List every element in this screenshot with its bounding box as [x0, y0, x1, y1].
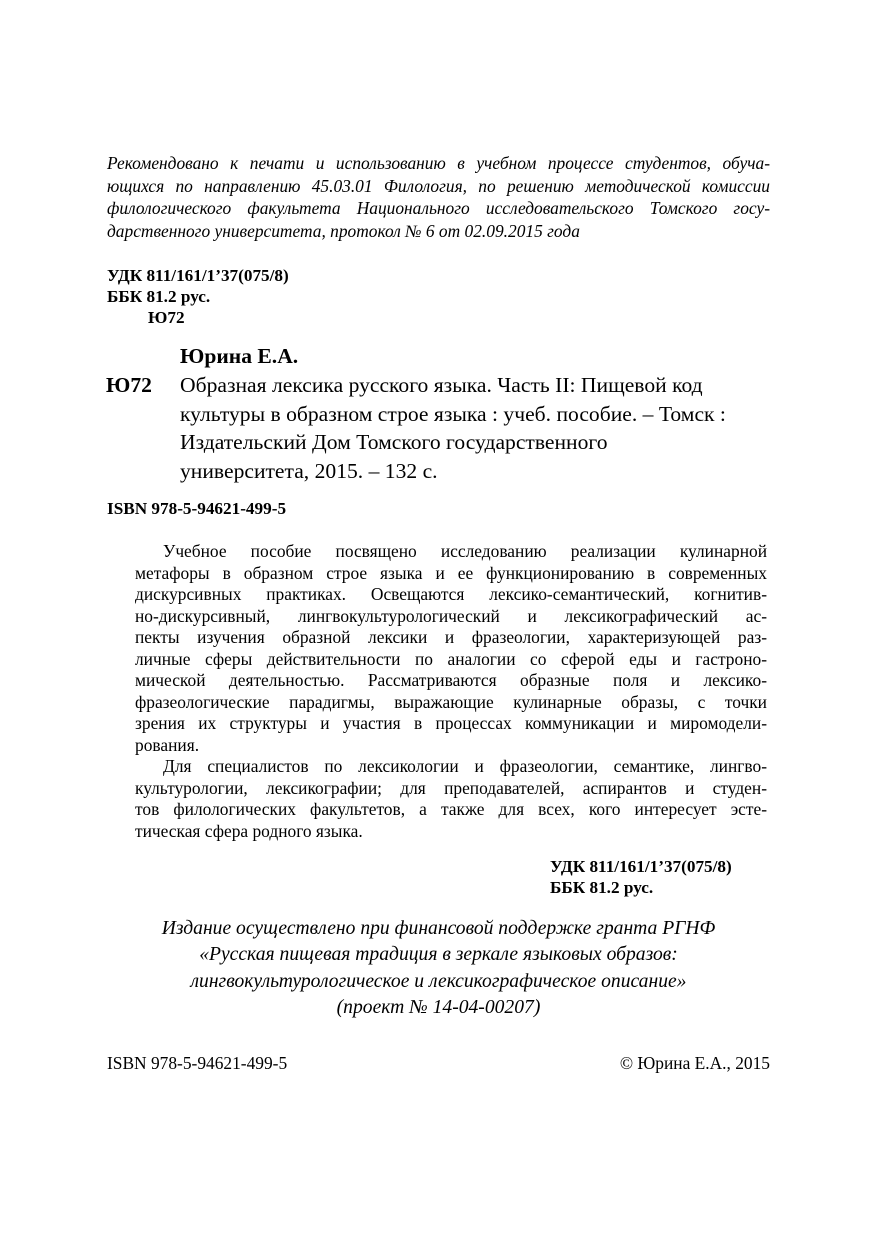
footer-isbn: ISBN 978-5-94621-499-5 — [107, 1053, 288, 1073]
annotation-line: метафоры в образном строе языка и ее функционированию в современных — [135, 562, 767, 583]
annotation-line: зрения их структуры и участия в процессах коммуникации и миромодели- — [135, 713, 767, 733]
grant-notice — [107, 916, 770, 1022]
entry-line: культуры в образном строе языка : учеб. пособие. – Томск : — [180, 401, 726, 426]
entry-author — [180, 342, 298, 371]
entry-mark — [106, 371, 152, 400]
classification-indexes-right — [550, 856, 770, 898]
recommendation-line: дарственного университета, протокол № 6 от 02.09.2015 года — [107, 220, 580, 241]
grant-line: Издание осуществлено при финансовой поддержке гранта РГНФ — [161, 918, 716, 939]
entry-line: Образная лексика русского языка. Часть II: Пищевой код — [180, 373, 703, 397]
isbn-bold — [107, 498, 286, 519]
author-name: Юрина Е.А. — [180, 344, 299, 368]
annotation-line: личные сферы действительности по аналогии со сферой еды и гастроно- — [135, 648, 767, 669]
isbn-bold-text: ISBN 978-5-94621-499-5 — [107, 499, 287, 518]
bibliographic-description — [180, 371, 770, 485]
annotation-line: рования. — [135, 734, 200, 755]
annotation-line: культурологии, лексикографии; для преподавателей, аспирантов и студен- — [135, 777, 767, 798]
grant-line: «Русская пищевая традиция в зеркале языковых образов: — [199, 944, 678, 966]
bbk-index-right: ББК 81.2 рус. — [550, 878, 654, 897]
annotation-line: дискурсивных практиках. Освещаются лексико-семантический, когнитив- — [135, 584, 767, 604]
recommendation-block — [107, 152, 770, 242]
annotation-line: но-дискурсивный, лингвокультурологический и лексикографический ас- — [135, 605, 767, 626]
bbk-index: ББК 81.2 рус. — [107, 287, 211, 306]
grant-line: (проект № 14-04-00207) — [336, 997, 541, 1019]
entry-author-mark: Ю72 — [106, 373, 152, 397]
annotation-line: Для специалистов по лексикологии и фразеологии, семантике, лингво- — [163, 756, 767, 776]
annotation-block — [135, 541, 767, 842]
author-mark: Ю72 — [148, 308, 185, 327]
grant-line: лингвокультурологическое и лексикографическое описание» — [190, 970, 687, 992]
udk-index-right: УДК 811/161/1’37(075/8) — [550, 857, 732, 876]
annotation-line: мической деятельностью. Рассматриваются образные поля и лексико- — [135, 670, 767, 690]
annotation-line: Учебное пособие посвящено исследованию реализации кулинарной — [163, 541, 767, 561]
annotation-line: пекты изучения образной лексики и фразеологии, характеризующей раз- — [135, 627, 767, 647]
annotation-line: тическая сфера родного языка. — [135, 820, 363, 841]
classification-indexes — [107, 265, 427, 328]
recommendation-line: Рекомендовано к печати и использованию в учебном процессе студентов, обуча- — [107, 153, 770, 173]
udk-index: УДК 811/161/1’37(075/8) — [107, 266, 289, 285]
recommendation-line: филологического факультета Национального исследовательского Томского госу- — [107, 198, 770, 219]
copyright: © Юрина Е.А., 2015 — [619, 1053, 770, 1073]
recommendation-line: ющихся по направлению 45.03.01 Филология, по решению методической комиссии — [107, 175, 770, 196]
annotation-line: фразеологические парадигмы, выражающие кулинарные образы, с точки — [135, 691, 767, 712]
annotation-line: тов филологических факультетов, а также для всех, кого интересует эсте- — [135, 799, 767, 819]
entry-line: Издательский Дом Томского государственного — [180, 430, 608, 454]
entry-line: университета, 2015. – 132 с. — [180, 458, 438, 483]
